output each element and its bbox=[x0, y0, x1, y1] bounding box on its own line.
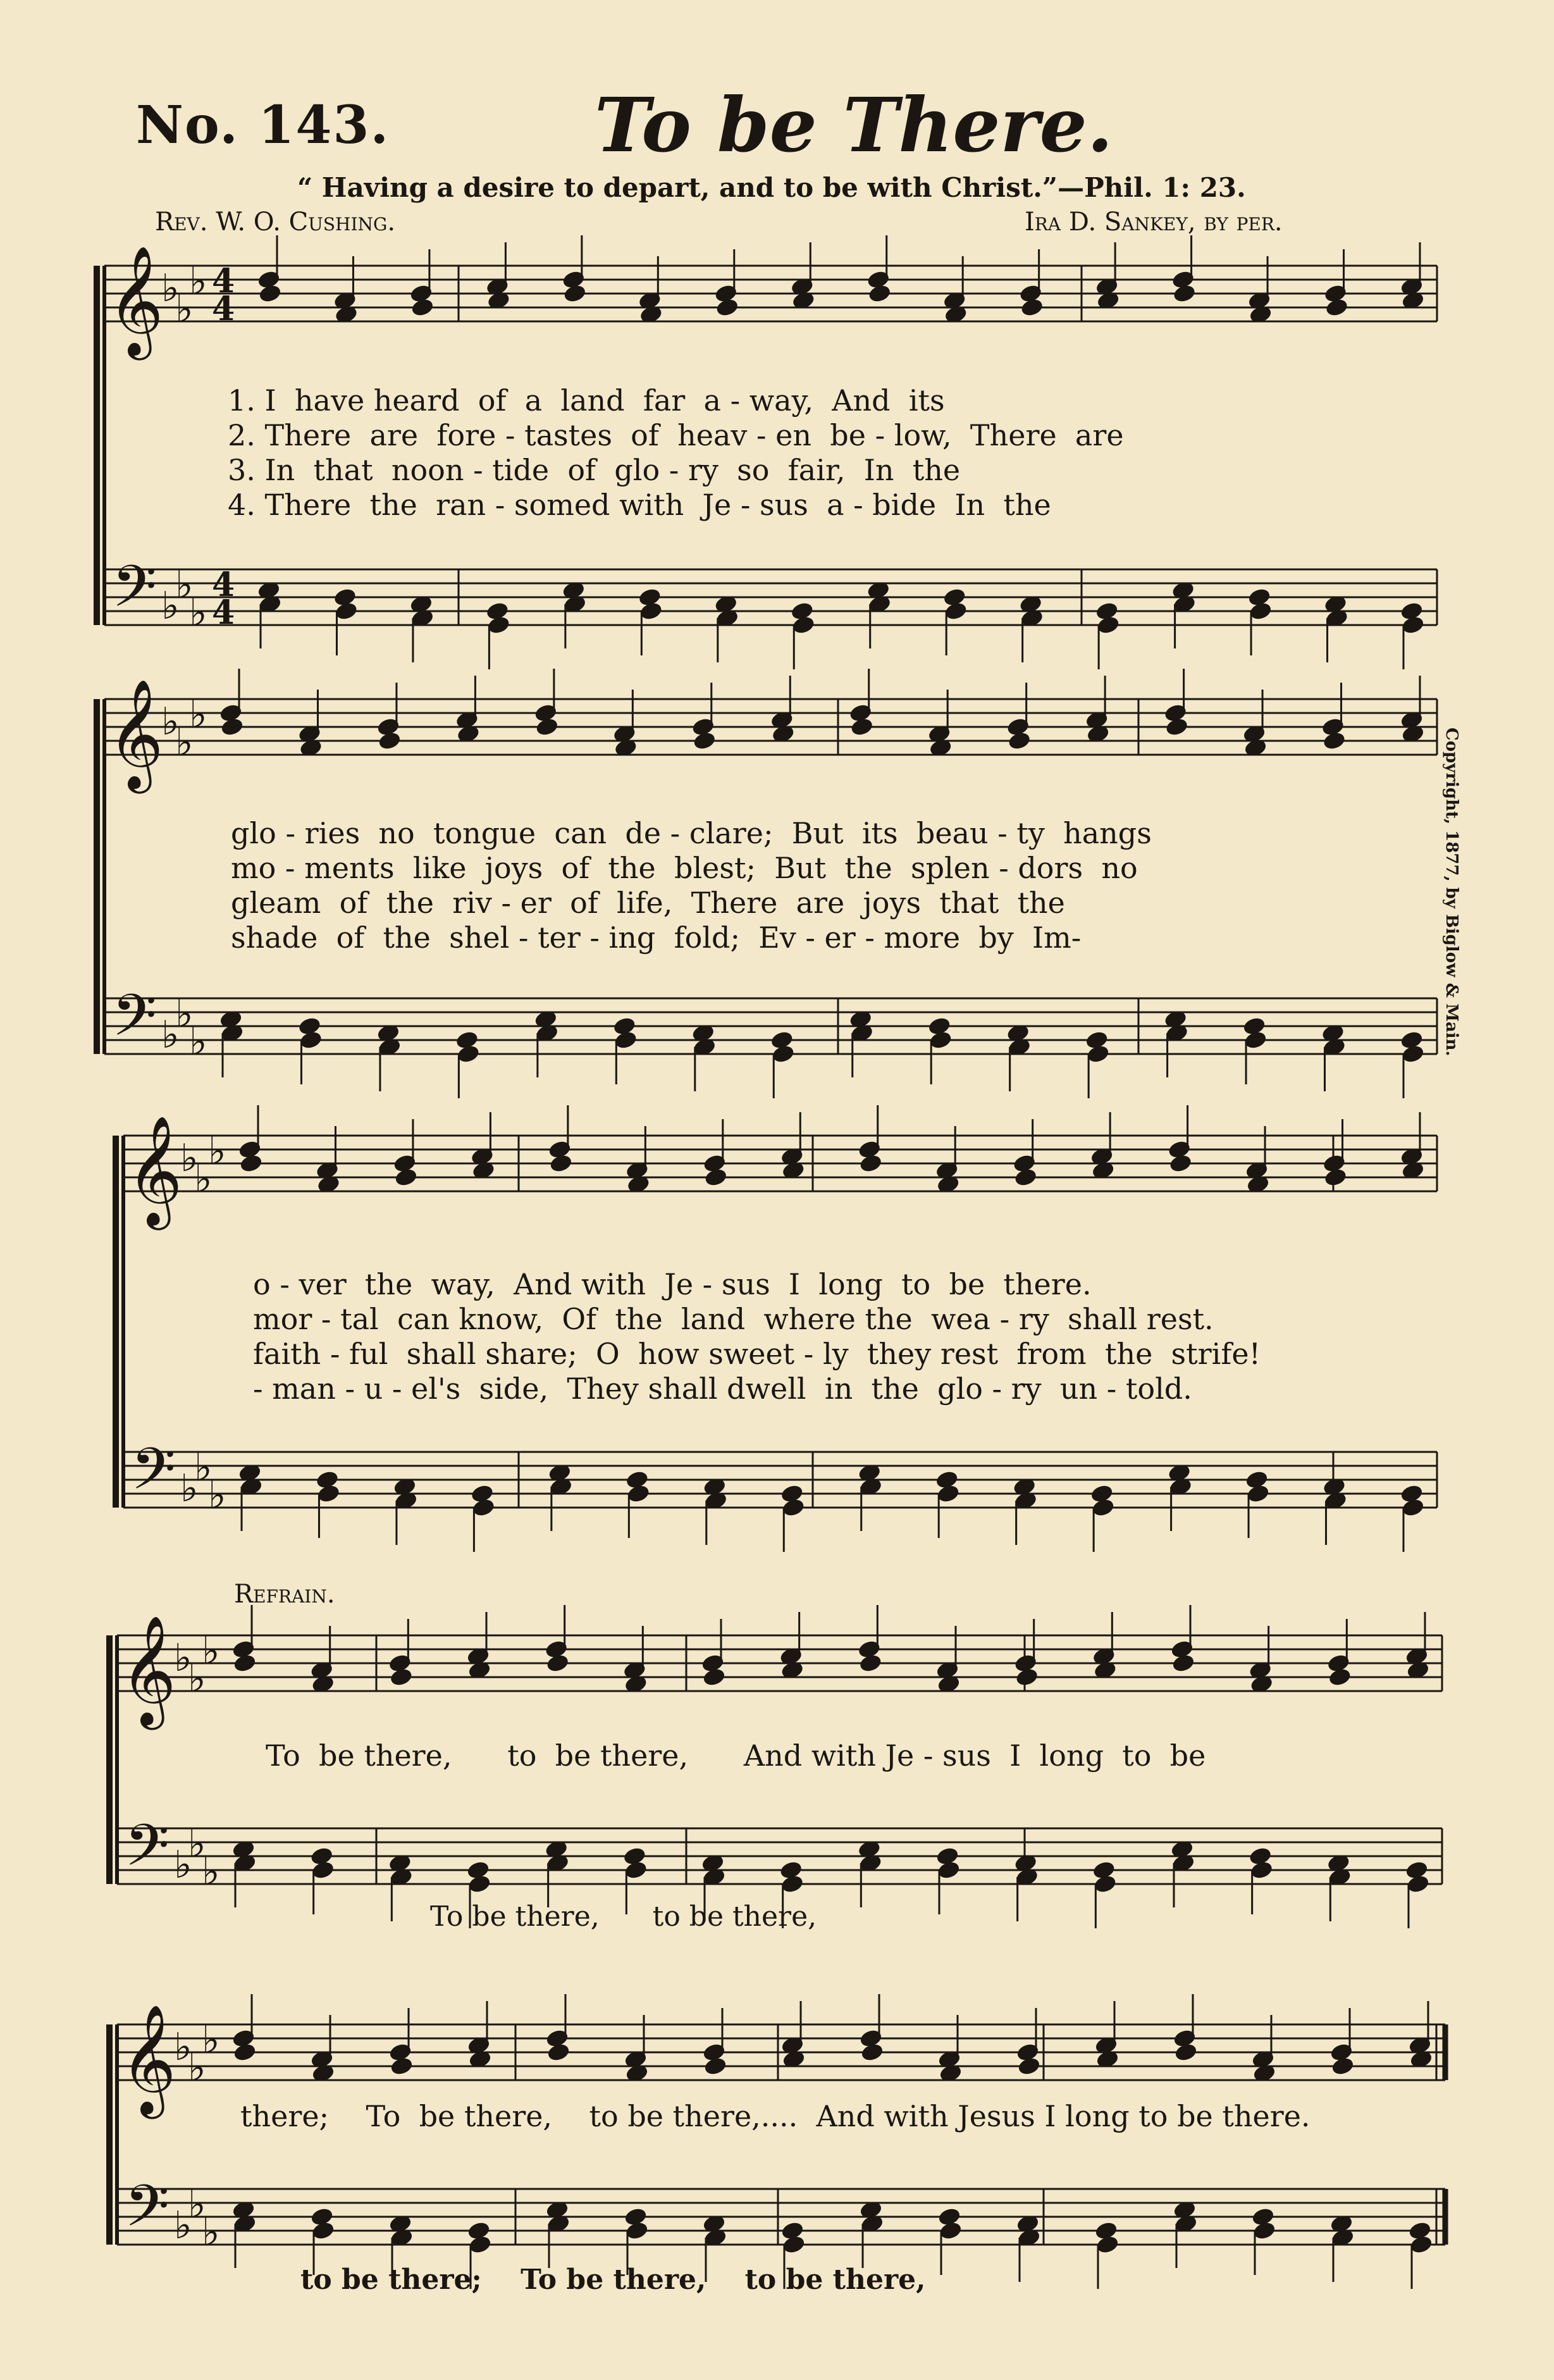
system1-verse4: 4. There the ran - somed with Je - sus a - bide In the bbox=[228, 488, 1051, 522]
bass-note bbox=[471, 1484, 493, 1503]
treble-note-lower bbox=[1169, 1154, 1192, 1172]
bass-note bbox=[944, 588, 966, 606]
treble-note-lower bbox=[233, 2043, 256, 2061]
bass-note bbox=[936, 1847, 958, 1865]
bass-note-lower bbox=[468, 1875, 490, 1893]
bass-note-lower bbox=[937, 1861, 959, 1879]
author-credit: Rev. W. O. Cushing. bbox=[155, 208, 396, 237]
treble-note-lower bbox=[704, 2057, 726, 2075]
treble-note-lower bbox=[1323, 731, 1345, 750]
treble-note-lower bbox=[1166, 717, 1188, 736]
bass-note-lower bbox=[1410, 2235, 1432, 2253]
treble-note-lower bbox=[1018, 2057, 1040, 2075]
bass-note-lower bbox=[626, 2221, 648, 2240]
bass-clef: 𝄢 bbox=[131, 1435, 176, 1516]
bass-note bbox=[1246, 1470, 1268, 1489]
bass-note bbox=[1249, 1847, 1271, 1865]
treble-clef: 𝄞 bbox=[120, 1615, 176, 1725]
flat-sign: ♭ bbox=[208, 1129, 226, 1174]
treble-note-lower bbox=[1021, 298, 1043, 316]
refrain-treble-text-1: To be there, to be there, And with Je - sus I long to be bbox=[266, 1739, 1206, 1773]
bass-clef: 𝄢 bbox=[125, 1812, 170, 1893]
bass-note-lower bbox=[930, 1031, 952, 1049]
treble-note-lower bbox=[1172, 1654, 1194, 1672]
bass-note-lower bbox=[335, 602, 357, 620]
bass-note bbox=[311, 2207, 333, 2226]
time-signature-bottom: 4 bbox=[212, 593, 235, 632]
treble-note-lower bbox=[390, 1668, 412, 1686]
bass-note bbox=[791, 602, 813, 620]
bass-note bbox=[467, 2221, 490, 2240]
flat-sign: ♭ bbox=[174, 2203, 192, 2248]
treble-clef: 𝄞 bbox=[108, 679, 164, 789]
bass-note-lower bbox=[625, 1861, 647, 1879]
flat-sign: ♭ bbox=[194, 1157, 213, 1201]
bass-note bbox=[626, 1470, 648, 1489]
bass-note-lower bbox=[312, 2221, 334, 2240]
bass-note bbox=[334, 588, 356, 606]
bass-note-lower bbox=[627, 1484, 650, 1503]
system1-verse2: 2. There are fore - tastes of heav - en be - low, There are bbox=[228, 418, 1124, 452]
bass-note bbox=[299, 1017, 321, 1035]
bass-clef: 𝄢 bbox=[112, 982, 157, 1063]
bass-note bbox=[781, 1484, 803, 1503]
bass-note bbox=[1409, 2221, 1431, 2240]
treble-note-lower bbox=[868, 284, 891, 302]
bass-note bbox=[1091, 1484, 1113, 1503]
system2-verse1: glo - ries no tongue can de - clare; But its beau - ty hangs bbox=[231, 816, 1152, 850]
treble-clef: 𝄞 bbox=[120, 2004, 176, 2114]
treble-note-lower bbox=[716, 298, 738, 316]
flat-sign: ♭ bbox=[180, 1466, 199, 1511]
bass-clef: 𝄢 bbox=[112, 553, 157, 634]
treble-clef: 𝄞 bbox=[108, 245, 164, 356]
bass-note-lower bbox=[1096, 2235, 1118, 2253]
treble-note-lower bbox=[547, 2043, 569, 2061]
flat-sign: ♭ bbox=[208, 1473, 226, 1518]
treble-note-lower bbox=[1324, 1168, 1347, 1186]
treble-note-lower bbox=[1326, 298, 1348, 316]
flat-sign: ♭ bbox=[175, 287, 194, 332]
bass-note bbox=[771, 1031, 793, 1049]
bass-note bbox=[1405, 1861, 1428, 1879]
treble-note-lower bbox=[703, 1668, 725, 1686]
bass-note bbox=[1252, 2207, 1274, 2226]
bass-note-lower bbox=[488, 616, 510, 634]
bass-note bbox=[486, 602, 509, 620]
bass-note bbox=[1095, 2221, 1117, 2240]
system1-verse3: 3. In that noon - tide of glo - ry so fair, In the bbox=[228, 453, 961, 487]
flat-sign: ♭ bbox=[189, 693, 207, 737]
refrain-bass-text-1: To be there, to be there, bbox=[430, 1900, 817, 1933]
bass-note bbox=[311, 1847, 333, 1865]
treble-note-lower bbox=[851, 717, 873, 736]
bass-note-lower bbox=[939, 2221, 961, 2240]
bass-note bbox=[624, 2207, 646, 2226]
bass-note bbox=[938, 2207, 960, 2226]
flat-sign: ♭ bbox=[180, 1136, 199, 1181]
system2-verse2: mo - ments like joys of the blest; But the splen - dors no bbox=[231, 851, 1138, 885]
time-signature-top: 4 bbox=[212, 566, 235, 604]
bass-note-lower bbox=[1250, 1861, 1273, 1879]
bass-note-lower bbox=[472, 1498, 495, 1516]
bass-note-lower bbox=[1402, 1498, 1424, 1516]
refrain-bass-text-2: to be there; To be there, to be there, bbox=[300, 2264, 926, 2296]
treble-note-lower bbox=[1016, 1668, 1038, 1686]
refrain-label: Refrain. bbox=[234, 1580, 335, 1609]
flat-sign: ♭ bbox=[188, 2183, 206, 2227]
treble-note-lower bbox=[564, 284, 586, 302]
flat-sign: ♭ bbox=[188, 1657, 206, 1701]
bass-note-lower bbox=[782, 1498, 805, 1516]
treble-note-lower bbox=[693, 731, 715, 750]
treble-note-lower bbox=[1175, 2043, 1197, 2061]
bass-note bbox=[456, 1031, 478, 1049]
treble-note-lower bbox=[1173, 284, 1195, 302]
bass-note bbox=[1249, 588, 1271, 606]
bass-note-lower bbox=[1253, 2221, 1275, 2240]
bass-note bbox=[614, 1017, 636, 1035]
bass-note-lower bbox=[1247, 1484, 1269, 1503]
bass-note bbox=[1243, 1017, 1266, 1035]
bass-note bbox=[639, 588, 661, 606]
time-signature-bottom: 4 bbox=[212, 290, 235, 328]
flat-sign: ♭ bbox=[174, 1843, 192, 1887]
treble-note-lower bbox=[378, 731, 400, 750]
bass-note bbox=[624, 1847, 646, 1865]
bass-note-lower bbox=[1094, 1875, 1116, 1893]
bass-note-lower bbox=[792, 616, 815, 634]
system3-verse2: mor - tal can know, Of the land where the wea - ry shall rest. bbox=[253, 1302, 1214, 1336]
treble-note-lower bbox=[861, 2043, 883, 2061]
bass-note-lower bbox=[469, 2235, 491, 2253]
bass-note bbox=[467, 1861, 489, 1879]
flat-sign: ♭ bbox=[202, 2018, 220, 2062]
flat-sign: ♭ bbox=[202, 2210, 220, 2255]
time-signature-top: 4 bbox=[212, 262, 235, 301]
bass-clef: 𝄢 bbox=[125, 2172, 170, 2253]
bass-note bbox=[1093, 1861, 1115, 1879]
bass-note-lower bbox=[457, 1044, 479, 1063]
treble-note-lower bbox=[259, 284, 281, 302]
flat-sign: ♭ bbox=[188, 2046, 206, 2090]
flat-sign: ♭ bbox=[175, 721, 194, 765]
bass-note bbox=[780, 1861, 802, 1879]
epigraph: “ Having a desire to depart, and to be with Christ.”—Phil. 1: 23. bbox=[297, 172, 1246, 203]
system3-verse4: - man - u - el's side, They shall dwell in the glo - ry un - told. bbox=[253, 1372, 1192, 1406]
copyright-notice: Copyright, 1877, by Biglow & Main. bbox=[1442, 728, 1461, 1057]
bass-note bbox=[1096, 602, 1118, 620]
bass-note-lower bbox=[1250, 602, 1272, 620]
flat-sign: ♭ bbox=[189, 591, 207, 635]
bass-note-lower bbox=[1407, 1875, 1429, 1893]
flat-sign: ♭ bbox=[175, 563, 194, 607]
bass-note-lower bbox=[300, 1031, 322, 1049]
flat-sign: ♭ bbox=[161, 700, 180, 744]
treble-note-lower bbox=[395, 1168, 417, 1186]
flat-sign: ♭ bbox=[161, 584, 180, 628]
bass-note-lower bbox=[772, 1044, 794, 1063]
flat-sign: ♭ bbox=[189, 1020, 207, 1064]
system2-verse4: shade of the shel - ter - ing fold; Ev - er - more by Im- bbox=[231, 920, 1082, 955]
bass-note-lower bbox=[615, 1031, 637, 1049]
treble-note-lower bbox=[1014, 1168, 1037, 1186]
hymn-number: No. 143. bbox=[136, 95, 390, 156]
system2-verse3: gleam of the riv - er of life, There are joys that the bbox=[231, 886, 1065, 920]
treble-note-lower bbox=[1008, 731, 1030, 750]
bass-note bbox=[1400, 602, 1422, 620]
bass-note-lower bbox=[1087, 1044, 1109, 1063]
composer-credit: Ira D. Sankey, by per. bbox=[1025, 208, 1283, 237]
system1-verse1: 1. I have heard of a land far a - way, And its bbox=[228, 383, 945, 418]
treble-note-lower bbox=[1329, 1668, 1351, 1686]
bass-note bbox=[936, 1470, 958, 1489]
bass-note-lower bbox=[318, 1484, 340, 1503]
hymn-title: To be There. bbox=[595, 81, 1113, 169]
treble-note-lower bbox=[1331, 2057, 1354, 2075]
treble-note-lower bbox=[860, 1654, 882, 1672]
treble-note-lower bbox=[536, 717, 558, 736]
treble-note-lower bbox=[233, 1654, 256, 1672]
bass-note-lower bbox=[937, 1484, 959, 1503]
bass-note-lower bbox=[781, 1875, 803, 1893]
bass-note-lower bbox=[312, 1861, 334, 1879]
treble-note-lower bbox=[411, 298, 433, 316]
bass-note bbox=[1400, 1031, 1422, 1049]
bass-note-lower bbox=[945, 602, 967, 620]
bass-note bbox=[928, 1017, 951, 1035]
refrain-treble-text-2: there; To be there, to be there,.... And with Jesus I long to be there. bbox=[240, 2099, 1310, 2133]
treble-note-lower bbox=[705, 1168, 727, 1186]
flat-sign: ♭ bbox=[174, 2025, 192, 2069]
treble-note-lower bbox=[221, 717, 243, 736]
flat-sign: ♭ bbox=[175, 992, 194, 1036]
bass-note bbox=[1400, 1484, 1422, 1503]
treble-note-lower bbox=[550, 1154, 572, 1172]
treble-note-lower bbox=[240, 1154, 262, 1172]
treble-clef: 𝄞 bbox=[126, 1115, 183, 1225]
bass-note-lower bbox=[782, 2235, 805, 2253]
bass-note-lower bbox=[1097, 616, 1119, 634]
bass-note bbox=[781, 2221, 803, 2240]
bass-note-lower bbox=[1402, 616, 1424, 634]
bass-note-lower bbox=[640, 602, 662, 620]
flat-sign: ♭ bbox=[202, 1850, 220, 1894]
flat-sign: ♭ bbox=[202, 1629, 220, 1673]
flat-sign: ♭ bbox=[161, 266, 180, 311]
bass-note-lower bbox=[1092, 1498, 1114, 1516]
treble-note-lower bbox=[390, 2057, 412, 2075]
treble-note-lower bbox=[546, 1654, 569, 1672]
bass-note bbox=[1086, 1031, 1108, 1049]
flat-sign: ♭ bbox=[174, 1636, 192, 1680]
flat-sign: ♭ bbox=[194, 1446, 213, 1490]
system3-verse3: faith - ful shall share; O how sweet - ly they rest from the strife! bbox=[253, 1337, 1261, 1371]
bass-note bbox=[316, 1470, 338, 1489]
treble-note-lower bbox=[860, 1154, 882, 1172]
flat-sign: ♭ bbox=[189, 259, 207, 304]
bass-note-lower bbox=[1245, 1031, 1267, 1049]
system3-verse1: o - ver the way, And with Je - sus I long to be there. bbox=[253, 1267, 1092, 1301]
flat-sign: ♭ bbox=[161, 1013, 180, 1057]
bass-note-lower bbox=[1402, 1044, 1424, 1063]
flat-sign: ♭ bbox=[188, 1822, 206, 1866]
